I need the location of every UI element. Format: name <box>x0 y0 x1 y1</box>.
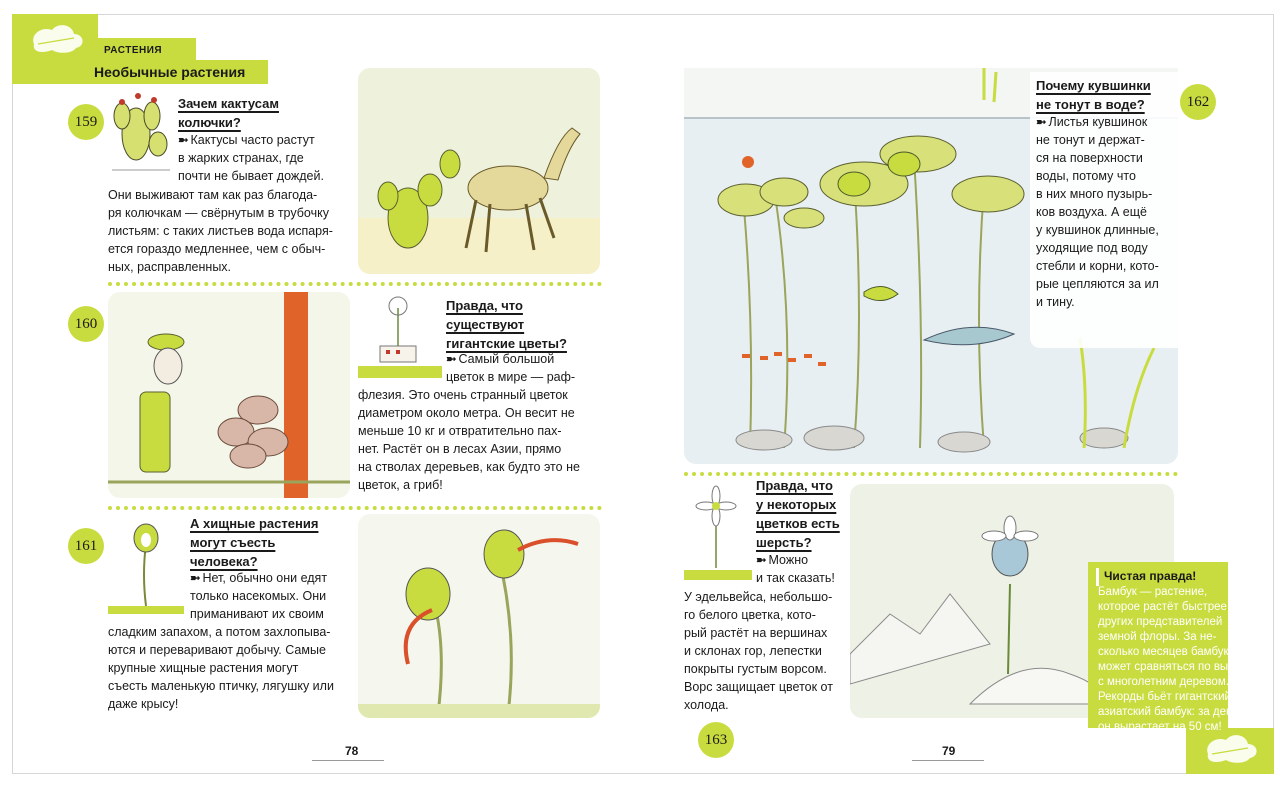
answer-line: флезия. Это очень странный цветок <box>358 388 568 402</box>
answer-line: в них много пузырь- <box>1036 187 1153 201</box>
fact-box-line: азиатский бамбук: за день <box>1098 706 1239 718</box>
question-title: А хищные растения могут съесть человека? <box>190 516 319 569</box>
answer-line: рые цепляются за ил <box>1036 277 1159 291</box>
question-title: Почему кувшинки не тонут в воде? <box>1036 78 1151 112</box>
fact-box-line: может сравняться по высоте <box>1098 661 1252 673</box>
question-title: Правда, что у некоторых цветков есть шерсть? <box>756 478 840 550</box>
carnivorous-plants-illustration <box>358 514 600 718</box>
answer-line: го белого цветка, кото- <box>684 608 816 622</box>
answer-line: в жарких странах, где <box>178 151 304 165</box>
answer-line: ➼ Листья кувшинок <box>1036 113 1147 131</box>
answer-line: воды, потому что <box>1036 169 1136 183</box>
question-title: Правда, что существуют гигантские цветы? <box>446 298 567 351</box>
question-number-badge: 161 <box>68 528 104 564</box>
fact-box-line: других представителей <box>1098 616 1223 628</box>
question-number-badge: 163 <box>698 722 734 758</box>
fact-box-line: Рекорды бьёт гигантский <box>1098 691 1231 703</box>
house-flower-illustration <box>358 292 442 382</box>
answer-line: листьям: с таких листьев вода испаря- <box>108 224 333 238</box>
dotted-divider <box>108 282 602 286</box>
answer-line: на стволах деревьев, как будто это не <box>358 460 580 474</box>
answer-line: ется гораздо медленнее, чем с обыч- <box>108 242 326 256</box>
answer-line: приманивают их своим <box>190 607 324 621</box>
question-number-badge: 160 <box>68 306 104 342</box>
answer-line: Они выживают там как раз благода- <box>108 188 318 202</box>
answer-line: ➼ Нет, обычно они едят <box>190 569 327 587</box>
rafflesia-illustration <box>108 292 350 498</box>
answer-line: покрыты густым ворсом. <box>684 662 827 676</box>
answer-line: и тину. <box>1036 295 1075 309</box>
page-number-left: 78 <box>345 744 359 758</box>
page-number-right: 79 <box>942 744 956 758</box>
cactus-camel-illustration <box>358 68 600 274</box>
answer-line: ных, расправленных. <box>108 260 232 274</box>
page-number-rule <box>912 760 984 761</box>
question-number-badge: 162 <box>1180 84 1216 120</box>
answer-line: диаметром около метра. Он весит не <box>358 406 575 420</box>
answer-line: у кувшинок длинные, <box>1036 223 1159 237</box>
answer-line: ➼ Самый большой <box>446 350 554 368</box>
answer-line: меньше 10 кг и отвратительно пах- <box>358 424 562 438</box>
answer-line: сладким запахом, а потом захлопыва- <box>108 625 331 639</box>
arrow-icon: ➼ <box>756 553 765 567</box>
arrow-icon: ➼ <box>190 571 199 585</box>
answer-line: и склонах гор, лепестки <box>684 644 822 658</box>
fact-box-line: которое растёт быстрее <box>1098 601 1227 613</box>
fact-box-line: Бамбук — растение, <box>1098 586 1208 598</box>
answer-line: ➼ Кактусы часто растут <box>178 131 315 149</box>
fact-box-accent-bar <box>1096 568 1099 586</box>
answer-line: нет. Растёт он в лесах Азии, прямо <box>358 442 562 456</box>
dotted-divider <box>108 506 602 510</box>
answer-line: У эдельвейса, небольшо- <box>684 590 833 604</box>
answer-line: цветок, а гриб! <box>358 478 443 492</box>
question-number-badge: 159 <box>68 104 104 140</box>
corner-tab-top-left <box>12 14 98 60</box>
answer-line: ков воздуха. А ещё <box>1036 205 1147 219</box>
page-number-rule <box>312 760 384 761</box>
edelweiss-small-illustration <box>684 484 752 580</box>
question-title: Зачем кактусам колючки? <box>178 96 279 130</box>
answer-line: Ворс защищает цветок от <box>684 680 833 694</box>
fact-box-line: с многолетним деревом. <box>1098 676 1229 688</box>
cactus-small-illustration <box>108 86 174 176</box>
answer-line: цветок в мире — раф- <box>446 370 576 384</box>
arrow-icon: ➼ <box>1036 115 1045 129</box>
answer-line: съесть маленькую птичку, лягушку или <box>108 679 334 693</box>
fact-box-line: он вырастает на 50 см! <box>1098 721 1222 733</box>
answer-line: только насекомых. Они <box>190 589 327 603</box>
venus-flytrap-small-illustration <box>108 514 184 614</box>
arrow-icon: ➼ <box>446 352 455 366</box>
answer-line: ря колючкам — свёрнутым в трубочку <box>108 206 329 220</box>
answer-line: ➼ Можно <box>756 551 808 569</box>
answer-line: даже крысу! <box>108 697 179 711</box>
answer-line: не тонут и держат- <box>1036 133 1145 147</box>
answer-line: уходящие под воду <box>1036 241 1148 255</box>
leaf-icon <box>12 14 98 60</box>
answer-line: и так сказать! <box>756 571 835 585</box>
answer-line: стебли и корни, кото- <box>1036 259 1159 273</box>
fact-box-title: Чистая правда! <box>1104 569 1197 583</box>
answer-line: холода. <box>684 698 729 712</box>
answer-line: ются и переваривают добычу. Самые <box>108 643 326 657</box>
answer-line: крупные хищные растения могут <box>108 661 299 675</box>
answer-line: ся на поверхности <box>1036 151 1143 165</box>
fact-box-line: земной флоры. За не- <box>1098 631 1217 643</box>
fact-box-line: сколько месяцев бамбук <box>1098 646 1229 658</box>
answer-line: рый растёт на вершинах <box>684 626 828 640</box>
section-title: Необычные растения <box>94 64 246 80</box>
arrow-icon: ➼ <box>178 133 187 147</box>
section-tag: РАСТЕНИЯ <box>104 45 163 56</box>
answer-line: почти не бывает дождей. <box>178 169 324 183</box>
